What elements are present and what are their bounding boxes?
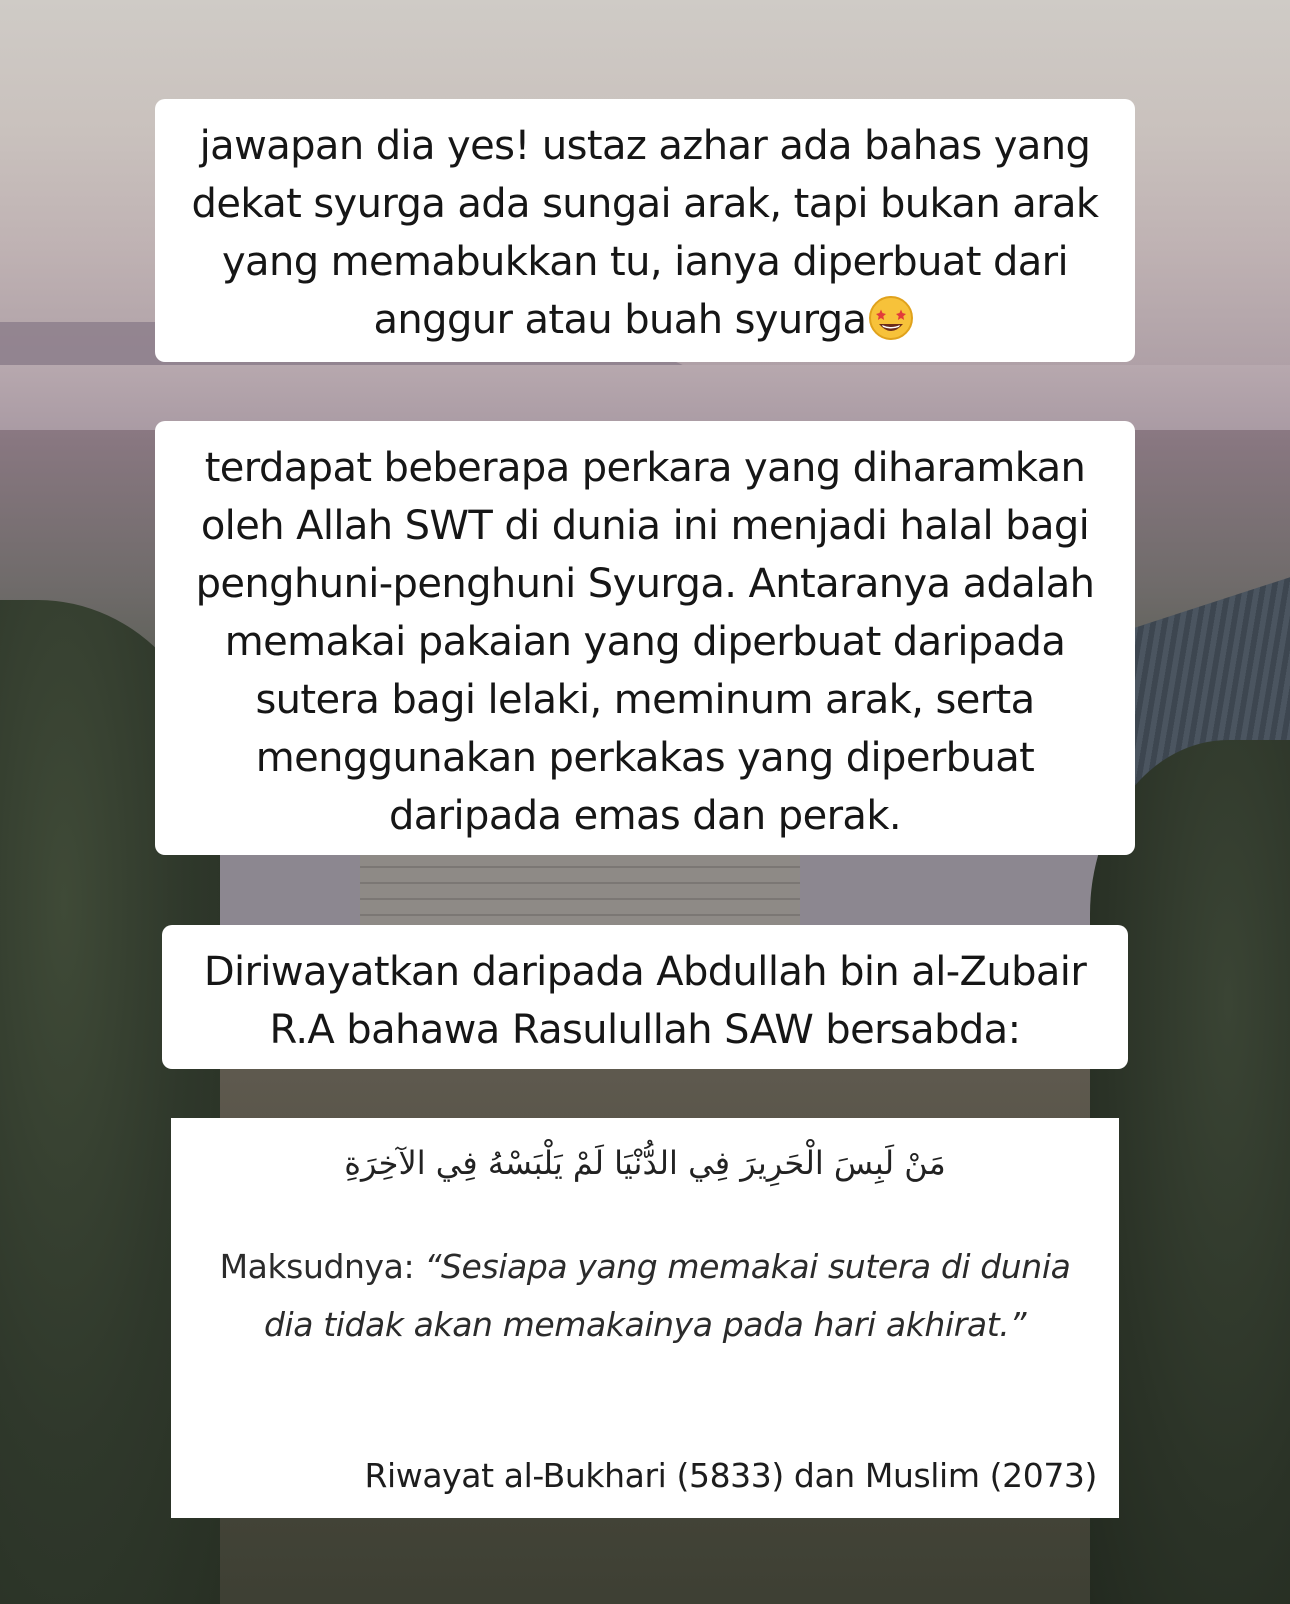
explanation-card xyxy=(155,421,1135,855)
trees-right xyxy=(1090,740,1290,1604)
hadith-card xyxy=(171,1118,1119,1518)
explanation-text: terdapat beberapa perkara yang diharamkan oleh Allah SWT di dunia ini menjadi halal bagi penghuni-penghuni Syurga. Antaranya adalah memakai pakaian yang diperbuat daripada sutera bagi lelaki, meminum arak, serta menggunakan perkakas yang diperbuat daripada emas dan perak. xyxy=(195,445,1095,839)
hadith-source: Riwayat al-Bukhari (5833) dan Muslim (2073) xyxy=(364,1456,1097,1495)
narrator-card xyxy=(162,925,1128,1069)
meaning-quote: “Sesiapa yang memakai sutera di dunia dia tidak akan memakainya pada hari akhirat.” xyxy=(263,1247,1071,1344)
narrator-text: Diriwayatkan daripada Abdullah bin al-Zubair R.A bahawa Rasulullah SAW bersabda: xyxy=(203,949,1087,1053)
hadith-meaning xyxy=(201,1238,1089,1354)
meaning-label: Maksudnya: xyxy=(219,1247,415,1286)
star-struck-emoji-icon xyxy=(866,295,916,341)
hadith-arabic-text: مَنْ لَبِسَ الْحَرِيرَ فِي الدُّنْيَا لَمْ يَلْبَسْهُ فِي الآخِرَةِ xyxy=(344,1144,946,1182)
intro-card xyxy=(155,99,1135,362)
intro-text: jawapan dia yes! ustaz azhar ada bahas yang dekat syurga ada sungai arak, tapi bukan arak yang memabukkan tu, ianya diperbuat dari anggur atau buah syurga xyxy=(191,123,1099,343)
